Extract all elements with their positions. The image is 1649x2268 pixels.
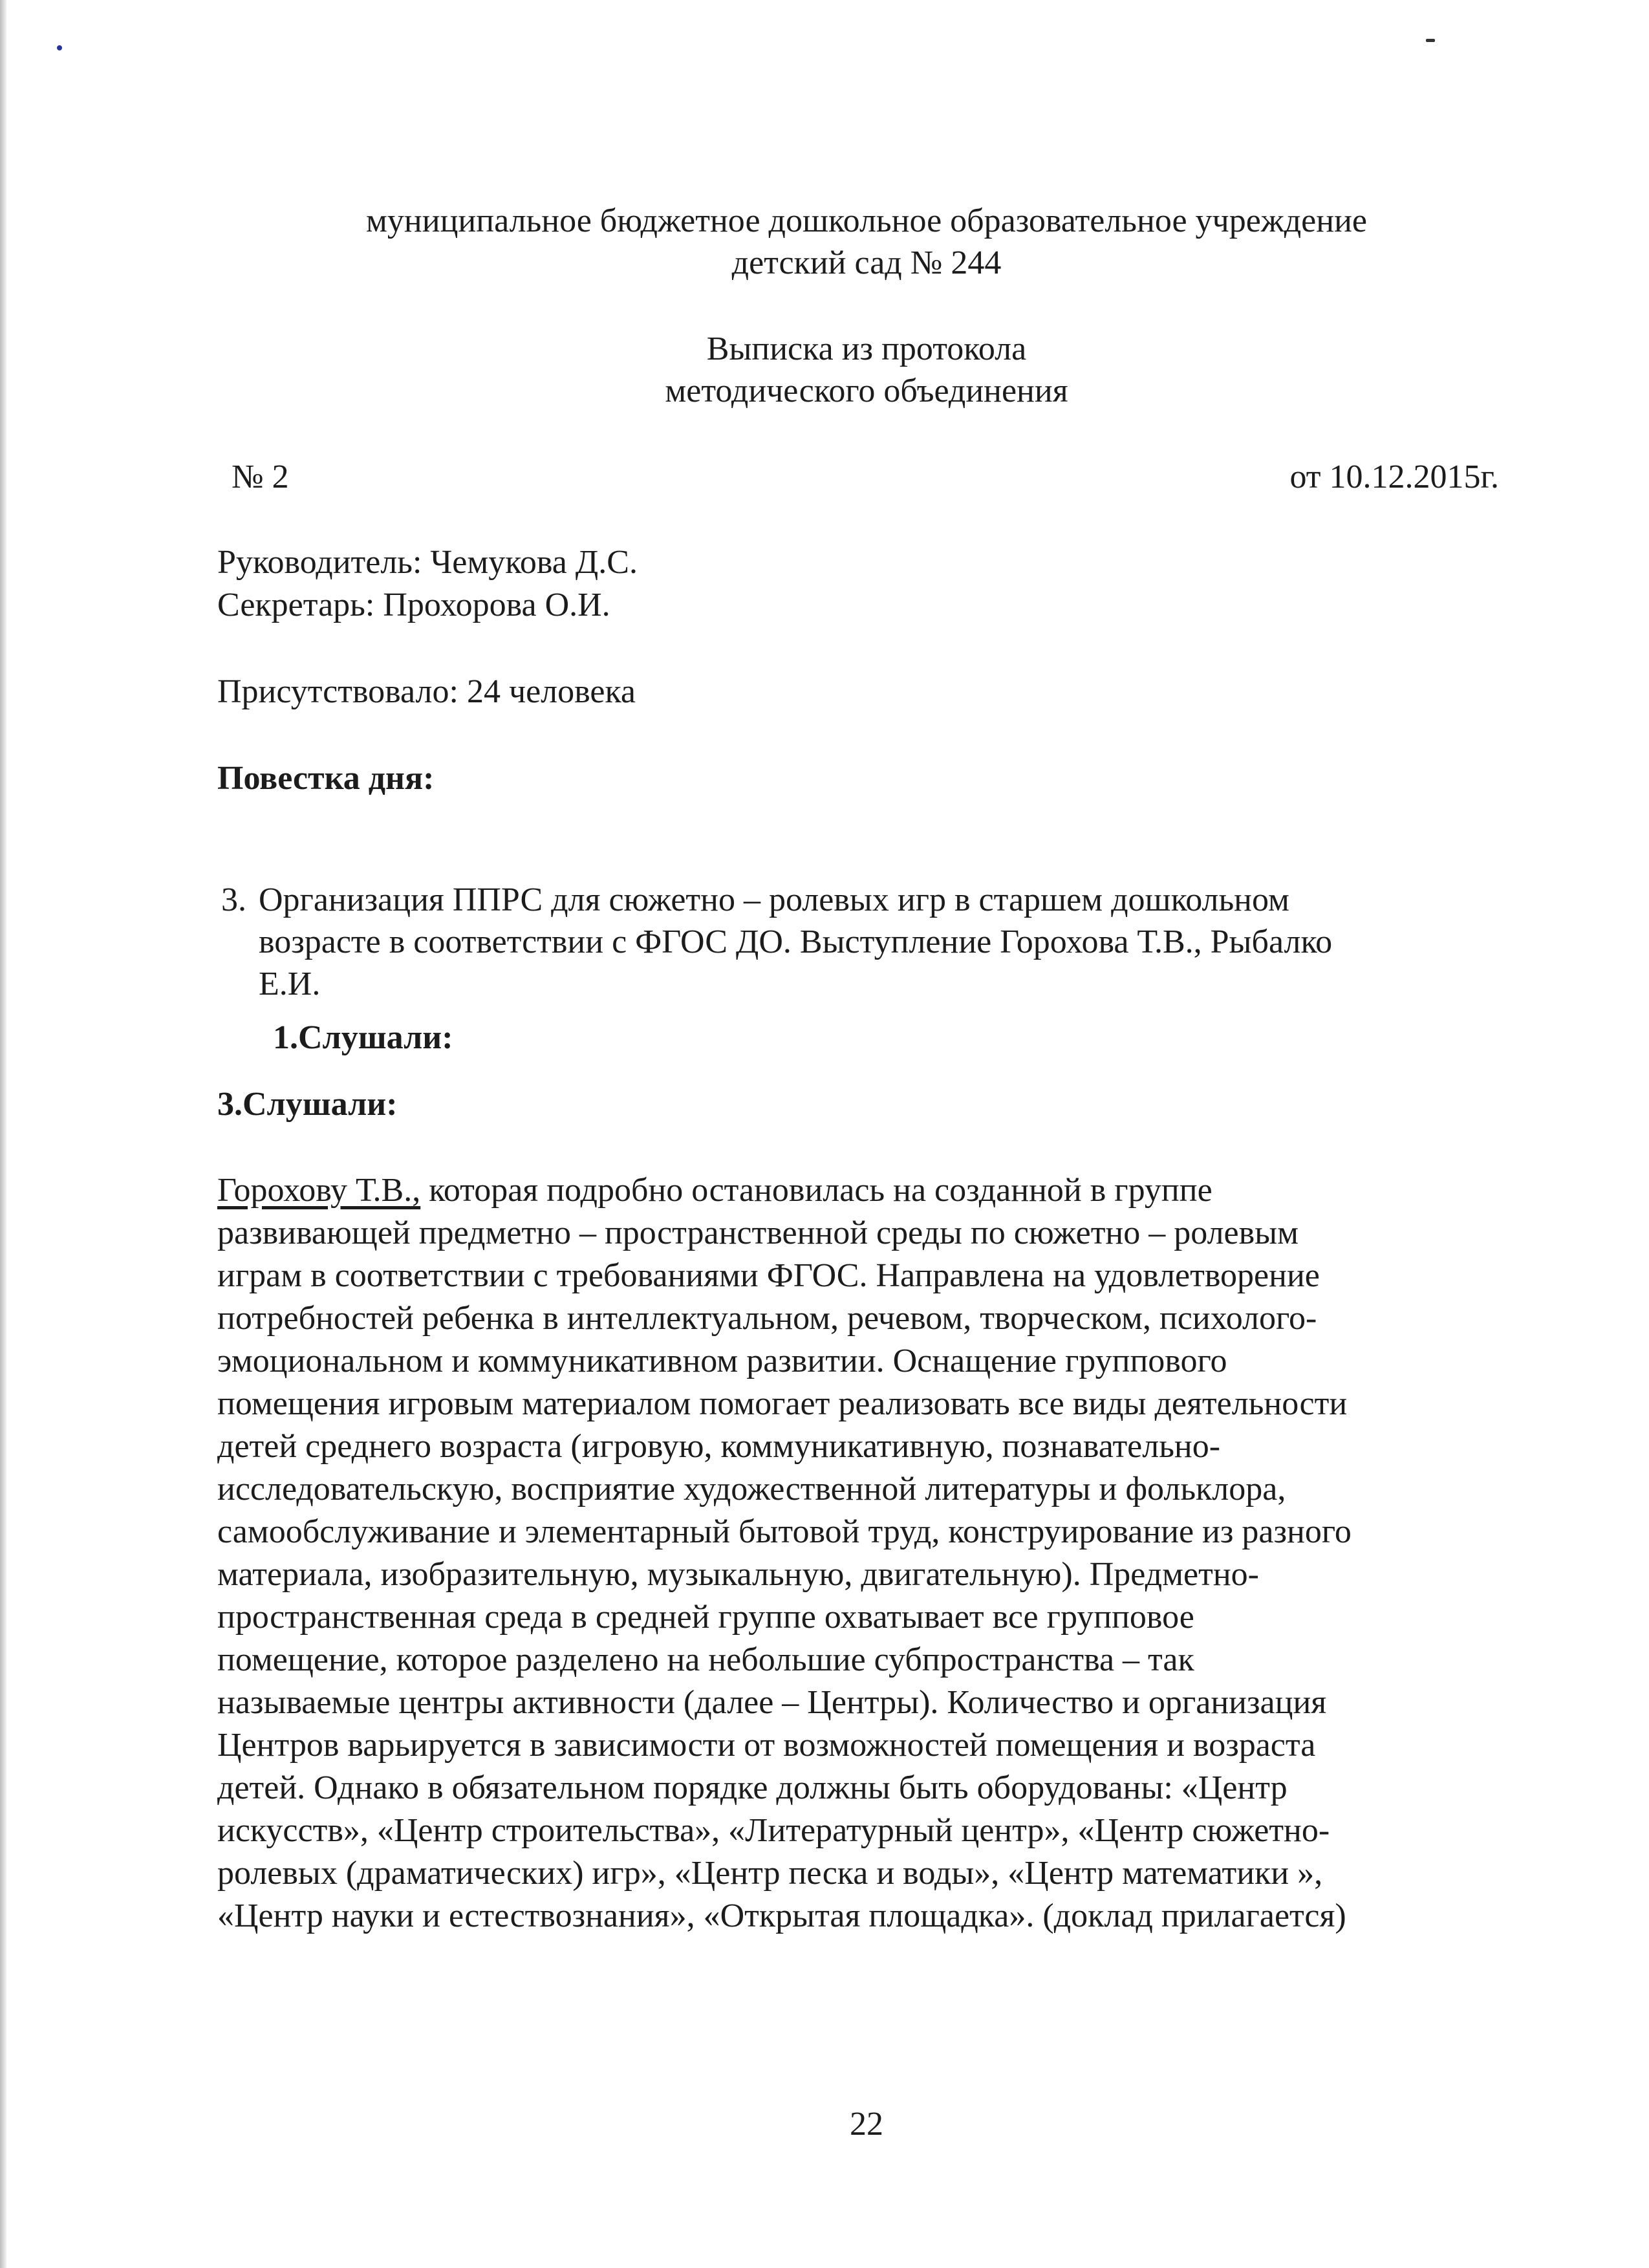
agenda-item-line: Организация ППРС для сюжетно – ролевых игр в старшем дошкольном	[259, 881, 1289, 918]
institution-name: муниципальное бюджетное дошкольное образовательное учреждение	[366, 202, 1367, 239]
body-line: эмоциональном и коммуникативном развитии. Оснащение группового	[217, 1343, 1227, 1379]
body-line: пространственная среда в средней группе охватывает все групповое	[217, 1599, 1194, 1636]
speaker-name: Горохову Т.В.,	[217, 1172, 421, 1209]
body-line: развивающей предметно – пространственной среды по сюжетно – ролевым	[217, 1215, 1299, 1251]
protocol-date: от 10.12.2015г.	[1289, 459, 1499, 495]
scan-speck	[57, 45, 62, 50]
body-line: исследовательскую, восприятие художественной литературы и фольклора,	[217, 1471, 1286, 1507]
body-line-text: которая подробно остановилась на созданной в группе	[420, 1172, 1212, 1209]
institution-subtitle: детский сад № 244	[731, 244, 1002, 281]
body-line: помещения игровым материалом помогает реализовать все виды деятельности	[217, 1385, 1348, 1422]
document-title: Выписка из протокола	[706, 330, 1027, 367]
body-line: называемые центры активности (далее – Центры). Количество и организация	[217, 1684, 1327, 1721]
scan-speck	[1426, 39, 1435, 42]
protocol-number: № 2	[232, 459, 289, 495]
chairperson: Руководитель: Чемукова Д.С.	[217, 544, 638, 581]
body-line: искусств», «Центр строительства», «Литературный центр», «Центр сюжетно-	[217, 1812, 1330, 1849]
heard-heading-3: 3.Слушали:	[217, 1086, 398, 1123]
body-line: ролевых (драматических) игр», «Центр песка и воды», «Центр математики »,	[217, 1855, 1323, 1892]
page-number: 22	[850, 2106, 883, 2143]
body-line: детей. Однако в обязательном порядке должны быть оборудованы: «Центр	[217, 1769, 1288, 1806]
body-line: «Центр науки и естествознания», «Открытая площадка». (доклад прилагается)	[217, 1897, 1346, 1934]
heard-heading-1: 1.Слушали:	[273, 1019, 453, 1056]
agenda-item-number: 3.	[221, 881, 246, 918]
body-line: детей среднего возраста (игровую, коммуникативную, познавательно-	[217, 1428, 1221, 1465]
body-line	[217, 1170, 1212, 1211]
agenda-heading: Повестка дня:	[217, 760, 435, 797]
agenda-item-line: возрасте в соответствии с ФГОС ДО. Выступление Горохова Т.В., Рыбалко	[259, 923, 1333, 960]
document-subtitle: методического объединения	[665, 373, 1068, 409]
attendance: Присутствовало: 24 человека	[217, 673, 636, 710]
agenda-item-line: Е.И.	[259, 966, 321, 1002]
body-line: материала, изобразительную, музыкальную, двигательную). Предметно-	[217, 1556, 1259, 1593]
body-line: самообслуживание и элементарный бытовой труд, конструирование из разного	[217, 1513, 1352, 1550]
body-line: Центров варьируется в зависимости от возможностей помещения и возраста	[217, 1727, 1316, 1764]
body-line: помещение, которое разделено на небольшие субпространства – так	[217, 1641, 1194, 1678]
body-line: потребностей ребенка в интеллектуальном, речевом, творческом, психолого-	[217, 1300, 1317, 1337]
secretary: Секретарь: Прохорова О.И.	[217, 587, 610, 623]
body-line: играм в соответствии с требованиями ФГОС. Направлена на удовлетворение	[217, 1257, 1320, 1294]
